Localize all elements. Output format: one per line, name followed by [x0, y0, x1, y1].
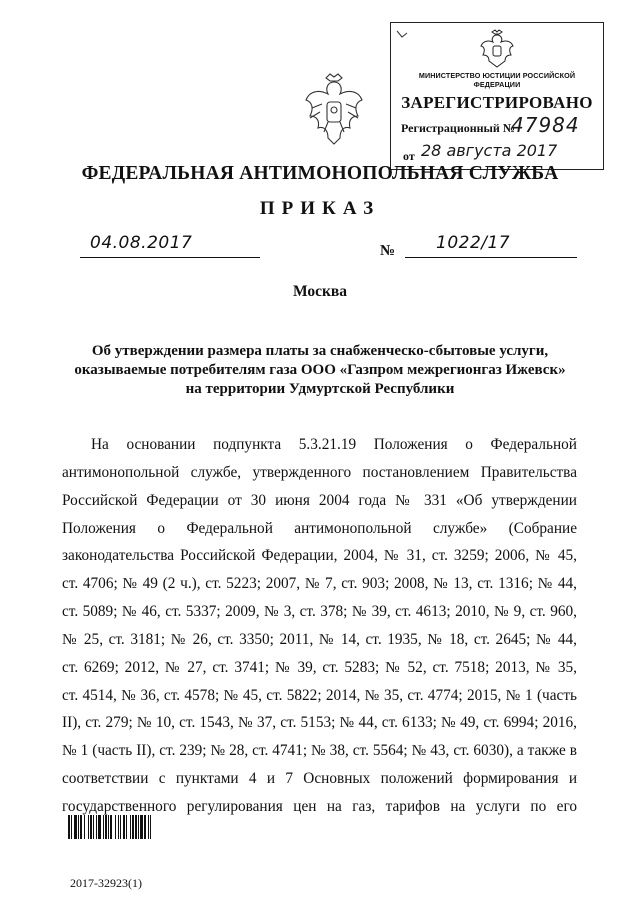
agency-title: ФЕДЕРАЛЬНАЯ АНТИМОНОПОЛЬНАЯ СЛУЖБА: [81, 163, 559, 184]
order-number-sign: №: [380, 243, 396, 259]
body-line: ст. 6269; 2012, № 27, ст. 3741; № 39, ст. 5283; № 52, ст. 7518; 2013, № 35,: [62, 659, 577, 676]
body-line: ст. 5089; № 46, ст. 5337; 2009, № 3, ст. 378; № 39, ст. 4613; 2010, № 9, ст. 960,: [62, 603, 577, 620]
barcode-bar: [90, 815, 92, 839]
barcode-bar: [68, 815, 70, 839]
barcode-bar: [118, 815, 119, 839]
barcode-bar: [78, 815, 79, 839]
body-line: ст. 4706; № 49 (2 ч.), ст. 5223; 2007, № 7, ст. 903; 2008, № 13, ст. 1316; № 44,: [62, 575, 577, 592]
barcode-bar: [71, 815, 72, 839]
barcode-bar: [105, 815, 107, 839]
stamp-reg-date-value: 28 августа 2017: [421, 141, 558, 160]
body-line: № 25, ст. 3181; № 26, ст. 3350; 2011, № 14, ст. 1935, № 18, ст. 2645; № 44,: [62, 631, 577, 648]
barcode-bar: [150, 815, 151, 839]
order-number-value: 1022/17: [436, 233, 511, 253]
body-line: ст. 4514, № 36, ст. 4578; № 45, ст. 5822; 2014, № 35, ст. 4774; 2015, № 1 (часть: [62, 687, 577, 704]
barcode-bar: [110, 815, 112, 839]
order-date-line: [80, 257, 260, 258]
body-line: законодательства Российской Федерации, 2004, № 31, ст. 3259; 2006, № 45,: [62, 547, 577, 564]
registration-stamp: [390, 22, 604, 170]
barcode-bar: [84, 815, 85, 839]
document-type-title: ПРИКАЗ: [259, 198, 381, 219]
subject-line: на территории Удмуртской Республики: [185, 381, 455, 397]
barcode-bar: [93, 815, 94, 839]
body-line: Российской Федерации от 30 июня 2004 года № 331 «Об утверждении: [62, 492, 577, 509]
barcode-bar: [123, 815, 125, 839]
corner-mark-icon: [395, 29, 409, 43]
barcode-bar: [148, 815, 149, 839]
stamp-reg-date-label: от: [403, 149, 415, 163]
stamp-status: ЗАРЕГИСТРИРОВАНО: [401, 93, 593, 112]
barcode-bar: [126, 815, 127, 839]
body-line: соответствии с пунктами 4 и 7 Основных положений формирования и: [62, 770, 577, 787]
order-date-value: 04.08.2017: [90, 233, 193, 253]
barcode-bar: [98, 815, 101, 839]
barcode-bar: [130, 815, 131, 839]
stamp-reg-number-label: Регистрационный №: [401, 121, 515, 135]
barcode-bar: [120, 815, 121, 839]
body-line: На основании подпункта 5.3.21.19 Положения о Федеральной: [91, 436, 577, 453]
city-name: Москва: [292, 283, 348, 300]
barcode-bar: [103, 815, 104, 839]
barcode-bar: [144, 815, 146, 839]
barcode: [68, 815, 198, 839]
barcode-bar: [96, 815, 97, 839]
body-line: государственного регулирования цен на газ, тарифов на услуги по его: [62, 798, 577, 815]
barcode-bar: [80, 815, 82, 839]
subject-line: оказываемые потребителям газа ООО «Газпром межрегионгаз Ижевск»: [74, 362, 566, 378]
barcode-bar: [135, 815, 137, 839]
barcode-bar: [140, 815, 143, 839]
document-code: 2017-32923(1): [70, 876, 142, 890]
subject-line: Об утверждении размера платы за снабженческо-сбытовые услуги,: [91, 343, 549, 359]
stamp-emblem-icon: [477, 29, 517, 69]
body-line: II), ст. 279; № 10, ст. 1543, № 37, ст. 5153; № 44, ст. 6133; № 49, ст. 6994; 2016,: [62, 714, 577, 731]
body-line: № 1 (часть II), ст. 239; № 28, ст. 4741; № 38, ст. 5564; № 43, ст. 6030), а также в: [62, 742, 577, 759]
barcode-bar: [74, 815, 77, 839]
barcode-bar: [138, 815, 139, 839]
coat-of-arms-emblem-icon: [298, 72, 370, 150]
barcode-bar: [88, 815, 89, 839]
stamp-ministry-name: МИНИСТЕРСТВО ЮСТИЦИИ РОССИЙСКОЙ ФЕДЕРАЦИИ: [418, 71, 576, 89]
barcode-bar: [108, 815, 109, 839]
body-line: Положения о Федеральной антимонопольной службе» (Собрание: [62, 520, 577, 537]
barcode-bar: [115, 815, 116, 839]
body-line: антимонопольной службе, утвержденного постановлением Правительства: [62, 464, 577, 481]
barcode-bar: [132, 815, 134, 839]
order-number-line: [405, 257, 577, 258]
stamp-reg-number-value: 47984: [511, 113, 580, 137]
